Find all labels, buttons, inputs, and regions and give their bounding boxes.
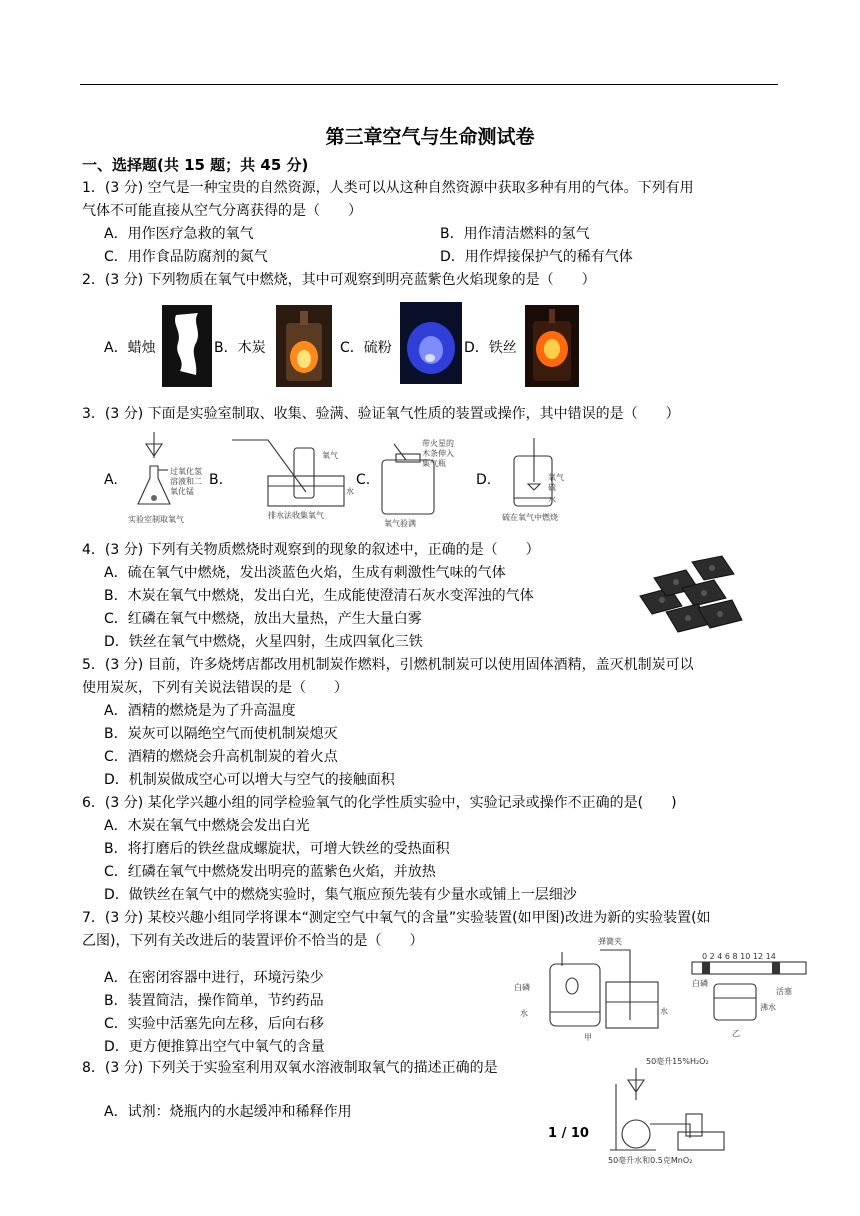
charcoal-burning-photo <box>276 305 332 387</box>
q4-option-a: A．硫在氧气中燃烧，发出淡蓝色火焰，生成有刺激性气味的气体 <box>104 565 506 581</box>
q3-option-b: B. <box>209 472 224 488</box>
q5-option-a: A．酒精的燃烧是为了升高温度 <box>104 703 296 719</box>
q1-option-d: D．用作焊接保护气的稀有气体 <box>440 249 633 265</box>
section-heading: 一、选择题(共 15 题；共 45 分) <box>82 156 309 174</box>
page-title: 第三章空气与生命测试卷 <box>325 126 535 148</box>
fig-a-label2: 溶液和二 <box>170 477 202 486</box>
q6-option-c: C．红磷在氧气中燃烧发出明亮的蓝紫色火焰，并放热 <box>104 864 436 880</box>
fig-q8-bottom-label: 50毫升水和0.5克MnO₂ <box>608 1156 693 1165</box>
page-number: 1 / 10 <box>548 1126 589 1141</box>
fig-b-label2: 水 <box>346 487 354 496</box>
figure-water-displacement <box>228 432 358 522</box>
q3-option-d: D. <box>476 472 492 488</box>
q5-option-d: D．机制炭做成空心可以增大与空气的接触面积 <box>104 772 395 788</box>
fig-yi-caption: 乙 <box>732 1029 740 1038</box>
q5-stem-line2: 使用炭灰，下列有关说法错误的是（ ） <box>82 680 348 696</box>
q3-option-c: C. <box>356 472 371 488</box>
fig-a-label3: 氧化锰 <box>170 487 194 496</box>
q1-stem-line2: 气体不可能直接从空气分离获得的是（ ） <box>82 203 362 219</box>
fig-d-label1: 氧气 <box>548 473 564 482</box>
q4-option-c: C．红磷在氧气中燃烧，放出大量热，产生大量白雾 <box>104 611 422 627</box>
iron-wire-burning-photo <box>525 305 579 387</box>
figure-sulfur-combustion <box>500 436 576 526</box>
q5-option-c: C．酒精的燃烧会升高机制炭的着火点 <box>104 749 338 765</box>
q1-option-c: C．用作食品防腐剂的氮气 <box>104 249 268 265</box>
fig-c-caption: 氧气验满 <box>384 519 416 528</box>
sulfur-burning-photo <box>400 302 462 384</box>
q5-stem-line1: 5．(3 分) 目前，许多烧烤店都改用机制炭作燃料，引燃机制炭可以使用固体酒精，盖灭机制炭可以 <box>82 657 694 673</box>
fig-q8-top-label: 50毫升15%H₂O₂ <box>646 1057 709 1066</box>
figure-yi-apparatus <box>690 950 810 1040</box>
q3-stem: 3．(3 分) 下面是实验室制取、收集、验满、验证氧气性质的装置或操作，其中错误的是（ ） <box>82 406 680 422</box>
q2-option-a: A．蜡烛 <box>104 340 156 356</box>
fig-yi-water-label: 沸水 <box>760 1003 776 1012</box>
q4-option-d: D．铁丝在氧气中燃烧，火星四射，生成四氧化三铁 <box>104 634 423 650</box>
fig-jia-water1-label: 水 <box>520 1009 528 1018</box>
fig-b-caption: 排水法收集氧气 <box>268 511 324 520</box>
fig-d-label3: 水 <box>548 495 556 504</box>
q7-option-b: B．装置简洁，操作简单，节约药品 <box>104 993 324 1009</box>
candle-photo <box>162 305 212 387</box>
q8-stem: 8．(3 分) 下列关于实验室利用双氧水溶液制取氧气的描述正确的是 <box>82 1060 498 1076</box>
charcoal-briquettes-photo <box>636 548 746 640</box>
q6-option-b: B．将打磨后的铁丝盘成螺旋状，可增大铁丝的受热面积 <box>104 841 450 857</box>
fig-yi-scale: 0 2 4 6 8 10 12 14 <box>702 952 776 961</box>
fig-c-label2: 木条伸入 <box>422 449 454 458</box>
q6-option-d: D．做铁丝在氧气中的燃烧实验时，集气瓶应预先装有少量水或铺上一层细沙 <box>104 887 577 903</box>
fig-d-caption: 硫在氧气中燃烧 <box>502 513 558 522</box>
q7-option-d: D．更方便推算出空气中氧气的含量 <box>104 1039 325 1055</box>
q2-option-b: B．木炭 <box>214 340 266 356</box>
q8-option-a: A．试剂：烧瓶内的水起缓冲和稀释作用 <box>104 1104 352 1120</box>
fig-d-label2: 硫 <box>548 483 556 492</box>
fig-a-caption: 实验室制取氧气 <box>128 515 184 524</box>
fig-jia-caption: 甲 <box>584 1033 592 1042</box>
fig-jia-p-label: 白磷 <box>514 983 530 992</box>
q2-option-d: D．铁丝 <box>464 340 517 356</box>
figure-jia-apparatus <box>510 932 670 1042</box>
q4-option-b: B．木炭在氧气中燃烧，发出白光，生成能使澄清石灰水变浑浊的气体 <box>104 588 534 604</box>
fig-jia-clamp-label: 弹簧夹 <box>598 937 622 946</box>
fig-c-label3: 集气瓶 <box>422 459 446 468</box>
q3-option-a: A. <box>104 472 118 488</box>
figure-oxygen-generator <box>124 430 210 526</box>
fig-jia-water2-label: 水 <box>660 1007 668 1016</box>
q1-option-a: A．用作医疗急救的氧气 <box>104 226 254 242</box>
q4-stem: 4．(3 分) 下列有关物质燃烧时观察到的现象的叙述中，正确的是（ ） <box>82 542 540 558</box>
q7-stem-line2: 乙图)，下列有关改进后的装置评价不恰当的是（ ） <box>82 933 424 949</box>
figure-oxygen-full-test <box>376 436 468 530</box>
header-rule <box>80 84 778 85</box>
q5-option-b: B．炭灰可以隔绝空气而使机制炭熄灭 <box>104 726 338 742</box>
q2-option-c: C．硫粉 <box>340 340 392 356</box>
q7-stem-line1: 7．(3 分) 某校兴趣小组同学将课本“测定空气中氧气的含量”实验装置(如甲图)改进为新的实验装置(如 <box>82 910 711 926</box>
fig-a-label1: 过氧化氢 <box>170 467 202 476</box>
fig-c-label1: 带火星的 <box>422 439 454 448</box>
fig-yi-piston-label: 活塞 <box>776 987 792 996</box>
q6-stem: 6．(3 分) 某化学兴趣小组的同学检验氧气的化学性质实验中，实验记录或操作不正确的是( ) <box>82 795 677 811</box>
fig-b-label1: 氧气 <box>322 451 338 460</box>
fig-yi-p-label: 白磷 <box>692 979 708 988</box>
q7-option-c: C．实验中活塞先向左移，后向右移 <box>104 1016 324 1032</box>
q7-option-a: A．在密闭容器中进行，环境污染少 <box>104 970 324 986</box>
q6-option-a: A．木炭在氧气中燃烧会发出白光 <box>104 818 310 834</box>
q1-stem-line1: 1．(3 分) 空气是一种宝贵的自然资源，人类可以从这种自然资源中获取多种有用的气体。下列有用 <box>82 180 694 196</box>
q1-option-b: B．用作清洁燃料的氢气 <box>440 226 590 242</box>
figure-h2o2-apparatus <box>606 1054 736 1166</box>
q2-stem: 2．(3 分) 下列物质在氧气中燃烧，其中可观察到明亮蓝紫色火焰现象的是（ ） <box>82 272 596 288</box>
